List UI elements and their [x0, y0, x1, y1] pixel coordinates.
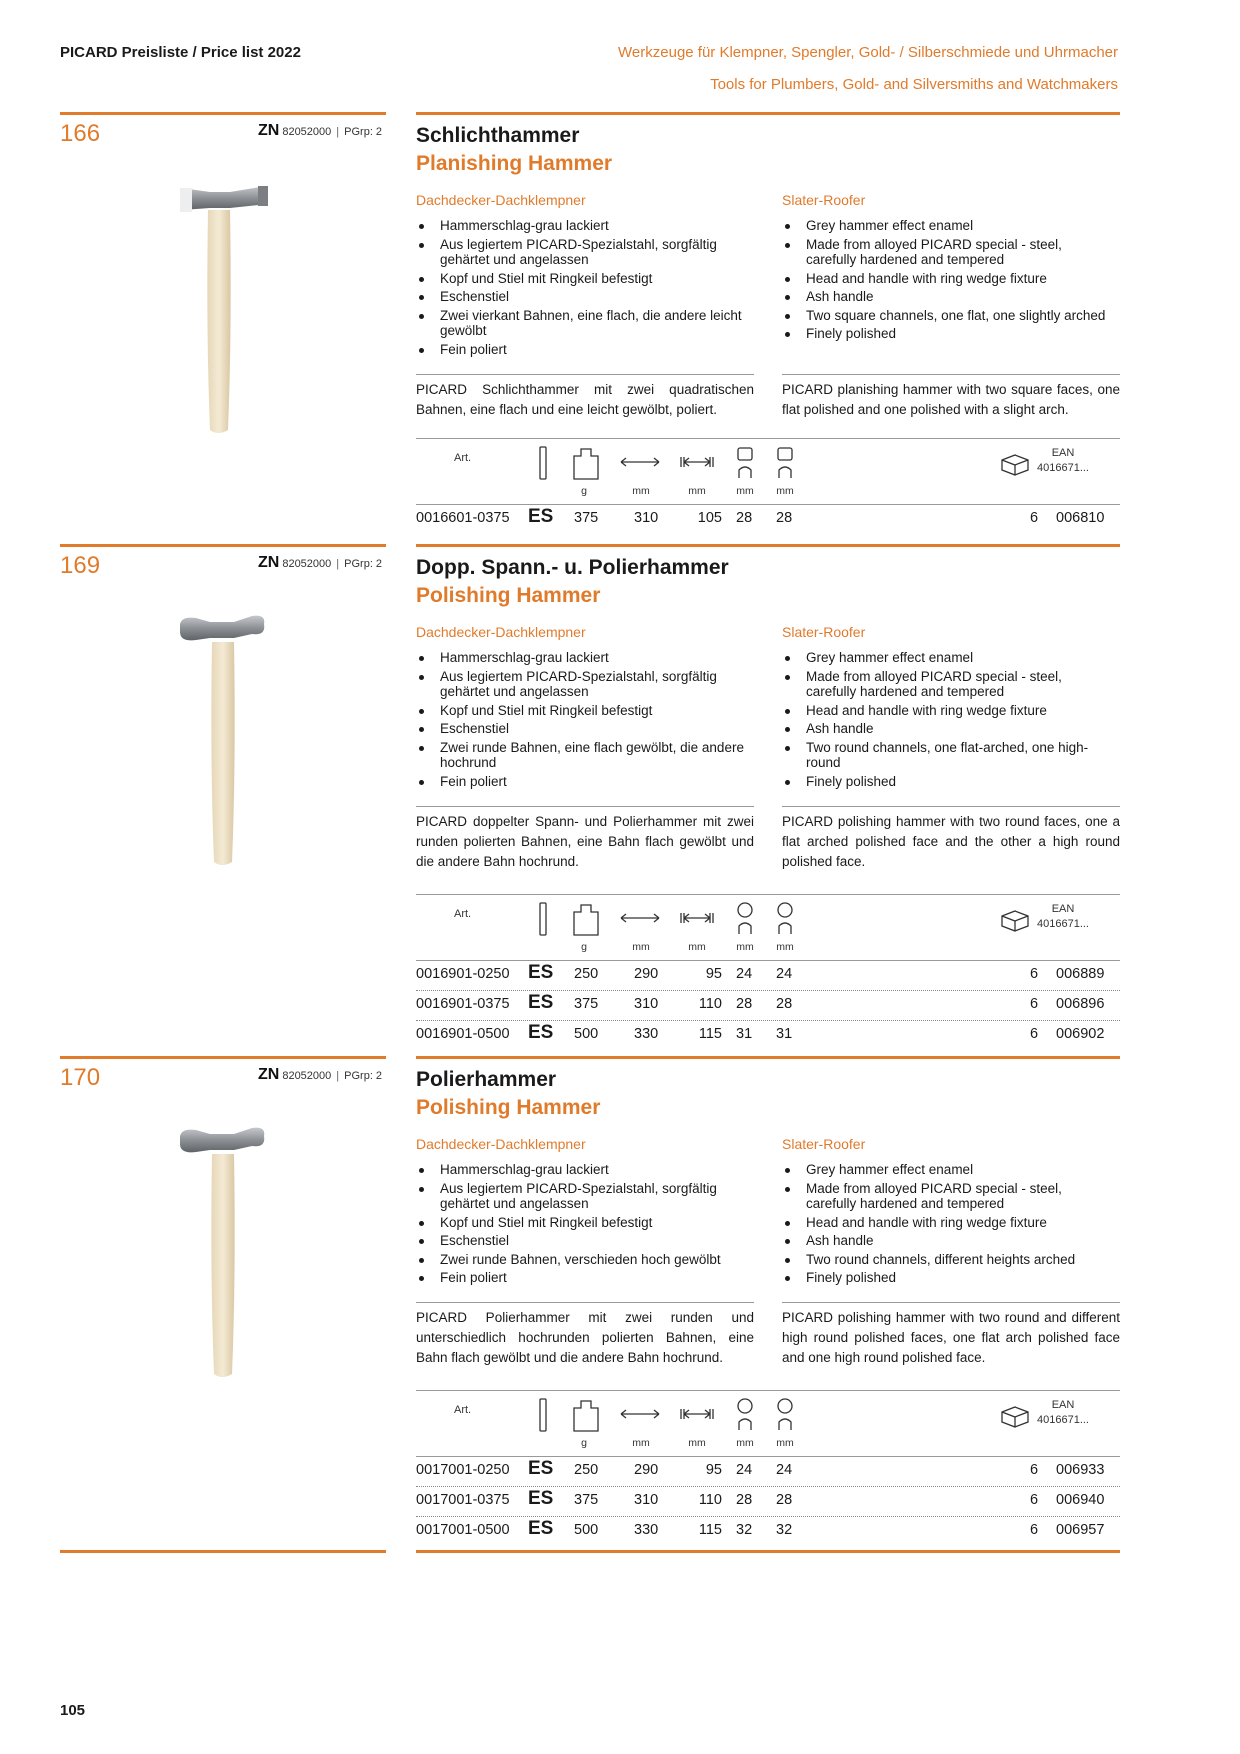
- category-de: Dachdecker-Dachklempner: [416, 1136, 586, 1152]
- list-item: Hammerschlag-grau lackiert: [416, 1162, 746, 1178]
- feature-list-en: [782, 650, 1112, 792]
- description-de: PICARD Schlichthammer mit zwei quadratischen Bahnen, eine flach und eine leicht gewölbt, poliert.: [416, 382, 754, 417]
- face-square-icon: [776, 446, 794, 480]
- feature-list-de: [416, 218, 746, 360]
- list-item: Hammerschlag-grau lackiert: [416, 218, 746, 234]
- package-box-icon: [1000, 1406, 1030, 1428]
- zn-code: ZN 82052000 | PGrp: 2: [258, 554, 383, 571]
- weight-icon: [573, 904, 599, 936]
- product-number: 166: [60, 120, 101, 147]
- page-number: 105: [60, 1702, 86, 1719]
- head-length-icon: [679, 456, 715, 468]
- feature-list-de: [416, 1162, 746, 1289]
- list-item: Zwei runde Bahnen, eine flach gewölbt, die andere hochrund: [416, 740, 746, 771]
- description-en: PICARD planishing hammer with two square faces, one flat polished and one polished with a slight arch.: [782, 382, 1120, 417]
- table-row: 0017001-0250 ES 250 290 95 24 24 6 006933: [416, 1458, 1105, 1479]
- table-row: 0017001-0500 ES 500 330 115 32 32 6 006957: [416, 1518, 1105, 1539]
- list-item: Finely polished: [782, 326, 1112, 342]
- face-round-icon: [736, 1398, 754, 1432]
- weight-icon: [573, 1400, 599, 1432]
- feature-list-en: [782, 218, 1112, 345]
- product-title-de: Schlichthammer: [416, 124, 580, 147]
- description-en: PICARD polishing hammer with two round and different high round polished faces, one flat arch polished face and one high round polished face.: [782, 1310, 1120, 1365]
- list-item: Fein poliert: [416, 774, 746, 790]
- list-item: Head and handle with ring wedge fixture: [782, 703, 1112, 719]
- head-length-icon: [679, 912, 715, 924]
- product-title-de: Polierhammer: [416, 1068, 557, 1091]
- category-en: Slater-Roofer: [782, 192, 866, 208]
- list-item: Finely polished: [782, 1270, 1112, 1286]
- table-row: 0016601-0375 ES 375 310 105 28 28 6 006810: [416, 506, 1105, 527]
- head-length-icon: [679, 1408, 715, 1420]
- product-number: 170: [60, 1064, 101, 1091]
- category-de: Dachdecker-Dachklempner: [416, 192, 586, 208]
- table-header: Art. EAN 4016671... g mm mm mm mm: [454, 1399, 1089, 1449]
- size-bar-icon: [538, 446, 548, 480]
- list-item: Head and handle with ring wedge fixture: [782, 271, 1112, 287]
- face-round-icon: [736, 902, 754, 936]
- list-item: Zwei runde Bahnen, verschieden hoch gewölbt: [416, 1252, 746, 1268]
- list-item: Ash handle: [782, 1233, 1112, 1249]
- list-item: Two round channels, one flat-arched, one high-round: [782, 740, 1112, 771]
- planishing-hammer-image: [170, 180, 270, 440]
- list-item: Head and handle with ring wedge fixture: [782, 1215, 1112, 1231]
- product-title-de: Dopp. Spann.- u. Polierhammer: [416, 556, 729, 579]
- list-item: Grey hammer effect enamel: [782, 218, 1112, 234]
- list-item: Finely polished: [782, 774, 1112, 790]
- face-round-icon: [776, 1398, 794, 1432]
- header-title: PICARD Preisliste / Price list 2022: [60, 44, 301, 61]
- list-item: Ash handle: [782, 289, 1112, 305]
- list-item: Fein poliert: [416, 1270, 746, 1286]
- description-de: PICARD Polierhammer mit zwei runden und unterschiedlich hochrunden polierten Bahnen, eine Bahn flach gewölbt und die andere Bahn hochrund.: [416, 1310, 754, 1365]
- list-item: Grey hammer effect enamel: [782, 1162, 1112, 1178]
- feature-list-de: [416, 650, 746, 792]
- zn-code: ZN 82052000 | PGrp: 2: [258, 1066, 383, 1083]
- list-item: Made from alloyed PICARD special - steel, carefully hardened and tempered: [782, 237, 1112, 268]
- length-arrow-icon: [620, 456, 660, 468]
- list-item: Hammerschlag-grau lackiert: [416, 650, 746, 666]
- face-round-icon: [776, 902, 794, 936]
- category-de: Dachdecker-Dachklempner: [416, 624, 586, 640]
- size-bar-icon: [538, 1398, 548, 1432]
- table-row: 0016901-0250 ES 250 290 95 24 24 6 006889: [416, 962, 1105, 983]
- product-title-en: Polishing Hammer: [416, 1096, 601, 1119]
- list-item: Eschenstiel: [416, 1233, 746, 1249]
- face-square-icon: [736, 446, 754, 480]
- package-box-icon: [1000, 454, 1030, 476]
- list-item: Kopf und Stiel mit Ringkeil befestigt: [416, 1215, 746, 1231]
- product-title-en: Planishing Hammer: [416, 152, 613, 175]
- list-item: Made from alloyed PICARD special - steel, carefully hardened and tempered: [782, 1181, 1112, 1212]
- table-header: Art. EAN 4016671... g mm mm mm mm: [454, 447, 1089, 497]
- header-category-de: Werkzeuge für Klempner, Spengler, Gold- / Silberschmiede und Uhrmacher: [618, 44, 1118, 61]
- list-item: Aus legiertem PICARD-Spezialstahl, sorgfältig gehärtet und angelassen: [416, 237, 746, 268]
- package-box-icon: [1000, 910, 1030, 932]
- list-item: Kopf und Stiel mit Ringkeil befestigt: [416, 271, 746, 287]
- list-item: Two round channels, different heights arched: [782, 1252, 1112, 1268]
- product-number: 169: [60, 552, 101, 579]
- description-en: PICARD polishing hammer with two round faces, one a flat arched polished face and the other a high round polished face.: [782, 814, 1120, 869]
- list-item: Kopf und Stiel mit Ringkeil befestigt: [416, 703, 746, 719]
- list-item: Ash handle: [782, 721, 1112, 737]
- table-row: 0017001-0375 ES 375 310 110 28 28 6 006940: [416, 1488, 1105, 1509]
- description-de: PICARD doppelter Spann- und Polierhammer mit zwei runden polierten Bahnen, eine Bahn flach gewölbt und die andere Bahn hochrund.: [416, 814, 754, 869]
- length-arrow-icon: [620, 1408, 660, 1420]
- product-title-en: Polishing Hammer: [416, 584, 601, 607]
- list-item: Fein poliert: [416, 342, 746, 358]
- polishing-hammer-image: [170, 612, 270, 872]
- header-category-en: Tools for Plumbers, Gold- and Silversmiths and Watchmakers: [710, 76, 1118, 93]
- weight-icon: [573, 448, 599, 480]
- category-en: Slater-Roofer: [782, 624, 866, 640]
- list-item: Eschenstiel: [416, 721, 746, 737]
- list-item: Aus legiertem PICARD-Spezialstahl, sorgfältig gehärtet und angelassen: [416, 669, 746, 700]
- table-row: 0016901-0500 ES 500 330 115 31 31 6 006902: [416, 1022, 1105, 1043]
- table-header: Art. EAN 4016671... g mm mm mm mm: [454, 903, 1089, 953]
- feature-list-en: [782, 1162, 1112, 1289]
- list-item: Grey hammer effect enamel: [782, 650, 1112, 666]
- size-bar-icon: [538, 902, 548, 936]
- zn-code: ZN 82052000 | PGrp: 2: [258, 122, 383, 139]
- list-item: Aus legiertem PICARD-Spezialstahl, sorgfältig gehärtet und angelassen: [416, 1181, 746, 1212]
- list-item: Zwei vierkant Bahnen, eine flach, die andere leicht gewölbt: [416, 308, 746, 339]
- table-row: 0016901-0375 ES 375 310 110 28 28 6 006896: [416, 992, 1105, 1013]
- list-item: Made from alloyed PICARD special - steel, carefully hardened and tempered: [782, 669, 1112, 700]
- list-item: Eschenstiel: [416, 289, 746, 305]
- polishing-hammer-image: [170, 1124, 270, 1384]
- list-item: Two square channels, one flat, one slightly arched: [782, 308, 1112, 324]
- category-en: Slater-Roofer: [782, 1136, 866, 1152]
- length-arrow-icon: [620, 912, 660, 924]
